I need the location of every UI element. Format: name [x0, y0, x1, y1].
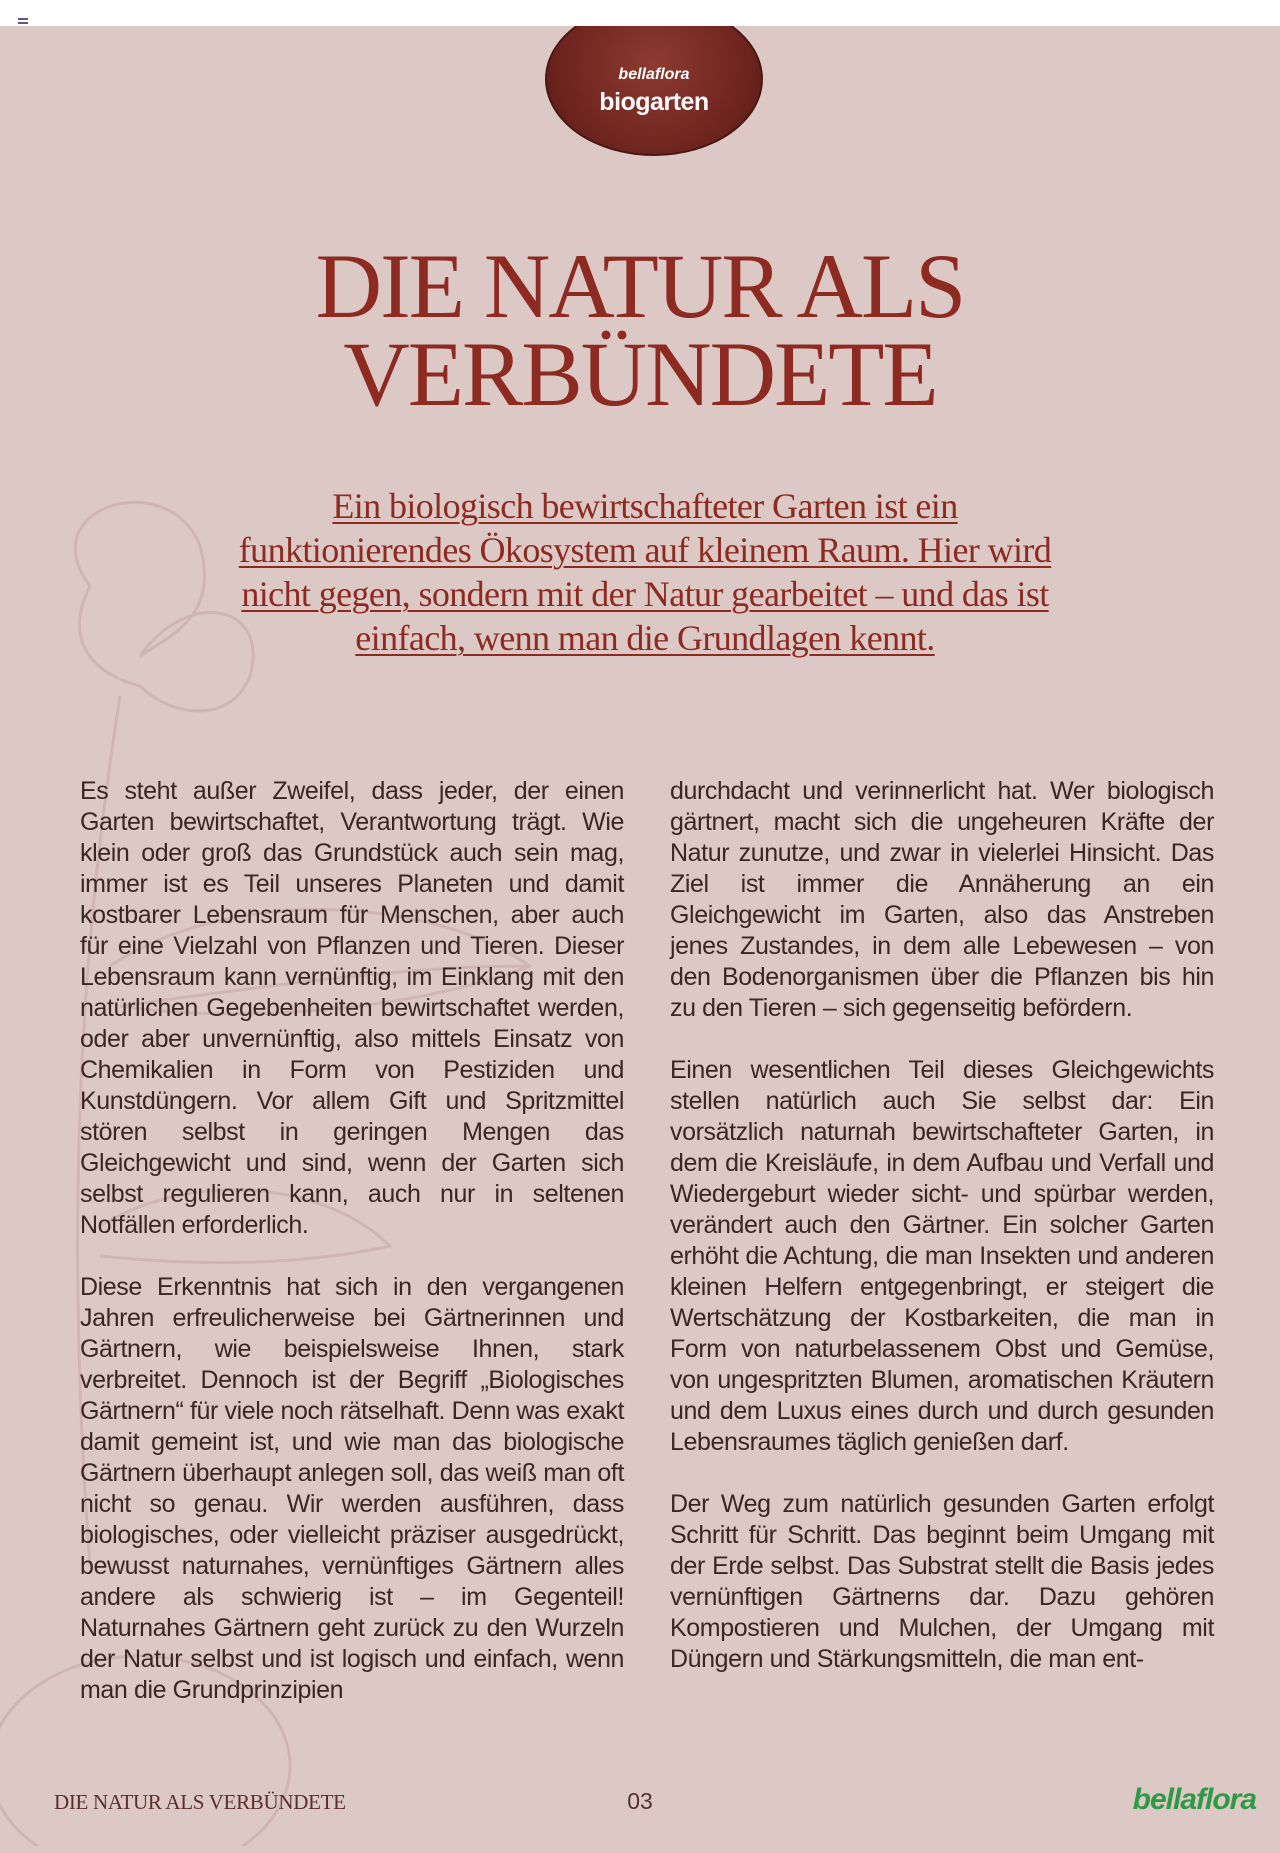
title-line-1: DIE NATUR ALS	[315, 235, 965, 337]
bellaflora-logo[interactable]: bellaflora	[1132, 1783, 1256, 1816]
left-paragraph-1: Es steht außer Zweifel, dass jeder, der einen Garten bewirtschaftet, Verantwortung trägt. Wie klein oder groß das Grundstück auch sein mag, immer ist es Teil unseres Planeten und damit kostbarer Lebensraum für Menschen, aber auch für eine Vielzahl von Pflanzen und Tieren. Dieser Lebensraum kann vernünftig, im Einklang mit den natürlichen Gegebenheiten bewirtschaftet werden, oder aber unvernünftig, also mittels Einsatz von Chemikalien in Form von Pestiziden und Kunstdüngern. Vor allem Gift und Spritzmittel stören selbst in geringen Mengen das Gleichgewicht und sind, wenn der Garten sich selbst regulieren kann, auch nur in seltenen Notfällen erforderlich.	[80, 777, 624, 1239]
left-paragraph-2: Diese Erkenntnis hat sich in den vergangenen Jahren erfreulicherweise bei Gärtnerinnen und Gärtnern, wie beispielsweise Ihnen, stark verbreitet. Dennoch ist der Begriff „Biologisches Gärtnern“ für viele noch rätselhaft. Denn was exakt damit gemeint ist, und wie man das biologische Gärtnern überhaupt anlegen soll, das weiß man oft nicht so genau. Wir werden ausführen, dass biologisches, oder vielleicht präziser ausgedrückt, bewusst naturnahes, vernünftiges Gärtnern alles andere als schwierig ist – im Gegenteil! Naturnahes Gärtnern geht zurück zu den Wurzeln der Natur selbst und ist logisch und einfach, wenn man die Grundprinzipien	[80, 1273, 624, 1704]
magazine-page	[0, 26, 1280, 1853]
right-paragraph-2: Einen wesentlichen Teil dieses Gleichgewichts stellen natürlich auch Sie selbst dar: Ein vorsätzlich naturnah bewirtschafteter Garten, in dem die Kreisläufe, in dem Aufbau und Verfall und Wiedergeburt wieder sicht- und spürbar werden, verändert auch den Gärtner. Ein solcher Garten erhöht die Achtung, die man Insekten und anderen kleinen Helfern entgegenbringt, er steigert die Wertschätzung der Kostbarkeiten, die man in Form von naturbelassenem Obst und Gemüse, von ungespritzten Blumen, aromatischen Kräutern und dem Luxus eines durch und durch gesunden Lebensraumes täglich genießen darf.	[670, 1056, 1214, 1456]
right-paragraph-3: Der Weg zum natürlich gesunden Garten erfolgt Schritt für Schritt. Das beginnt beim Umgang mit der Erde selbst. Das Substrat stellt die Basis jedes vernünftigen Gärtnerns dar. Dazu gehören Kompostieren und Mulchen, der Umgang mit Düngern und Stärkungsmitteln, die man ent-	[670, 1490, 1214, 1673]
page-title	[0, 235, 1280, 425]
right-column	[670, 776, 1214, 1706]
left-column	[80, 776, 624, 1737]
right-paragraph-1: durchdacht und verinnerlicht hat. Wer biologisch gärtnert, macht sich die ungeheuren Kräfte der Natur zunutze, und zwar in vielerlei Hinsicht. Das Ziel ist immer die Annäherung an ein Gleichgewicht im Garten, also das Anstreben jenes Zustandes, in dem alle Lebewesen – von den Bodenorganismen über die Pflanzen bis hin zu den Tieren – sich gegenseitig befördern.	[670, 777, 1214, 1022]
running-title: DIE NATUR ALS VERBÜNDETE	[54, 1790, 346, 1814]
title-line-2: VERBÜNDETE	[343, 323, 937, 425]
badge-brand: bellaflora	[618, 66, 690, 83]
biogarten-badge	[545, 26, 763, 156]
lead-paragraph: Ein biologisch bewirtschafteter Garten ist ein funktionierendes Ökosystem auf kleinem Raum. Hier wird nicht gegen, sondern mit der Natur gearbeitet – und das ist einfach, wenn man die Grundlagen kennt.	[238, 486, 1052, 658]
badge-title: biogarten	[599, 88, 709, 116]
menu-icon[interactable]	[18, 18, 28, 26]
page-number: 03	[627, 1788, 653, 1814]
